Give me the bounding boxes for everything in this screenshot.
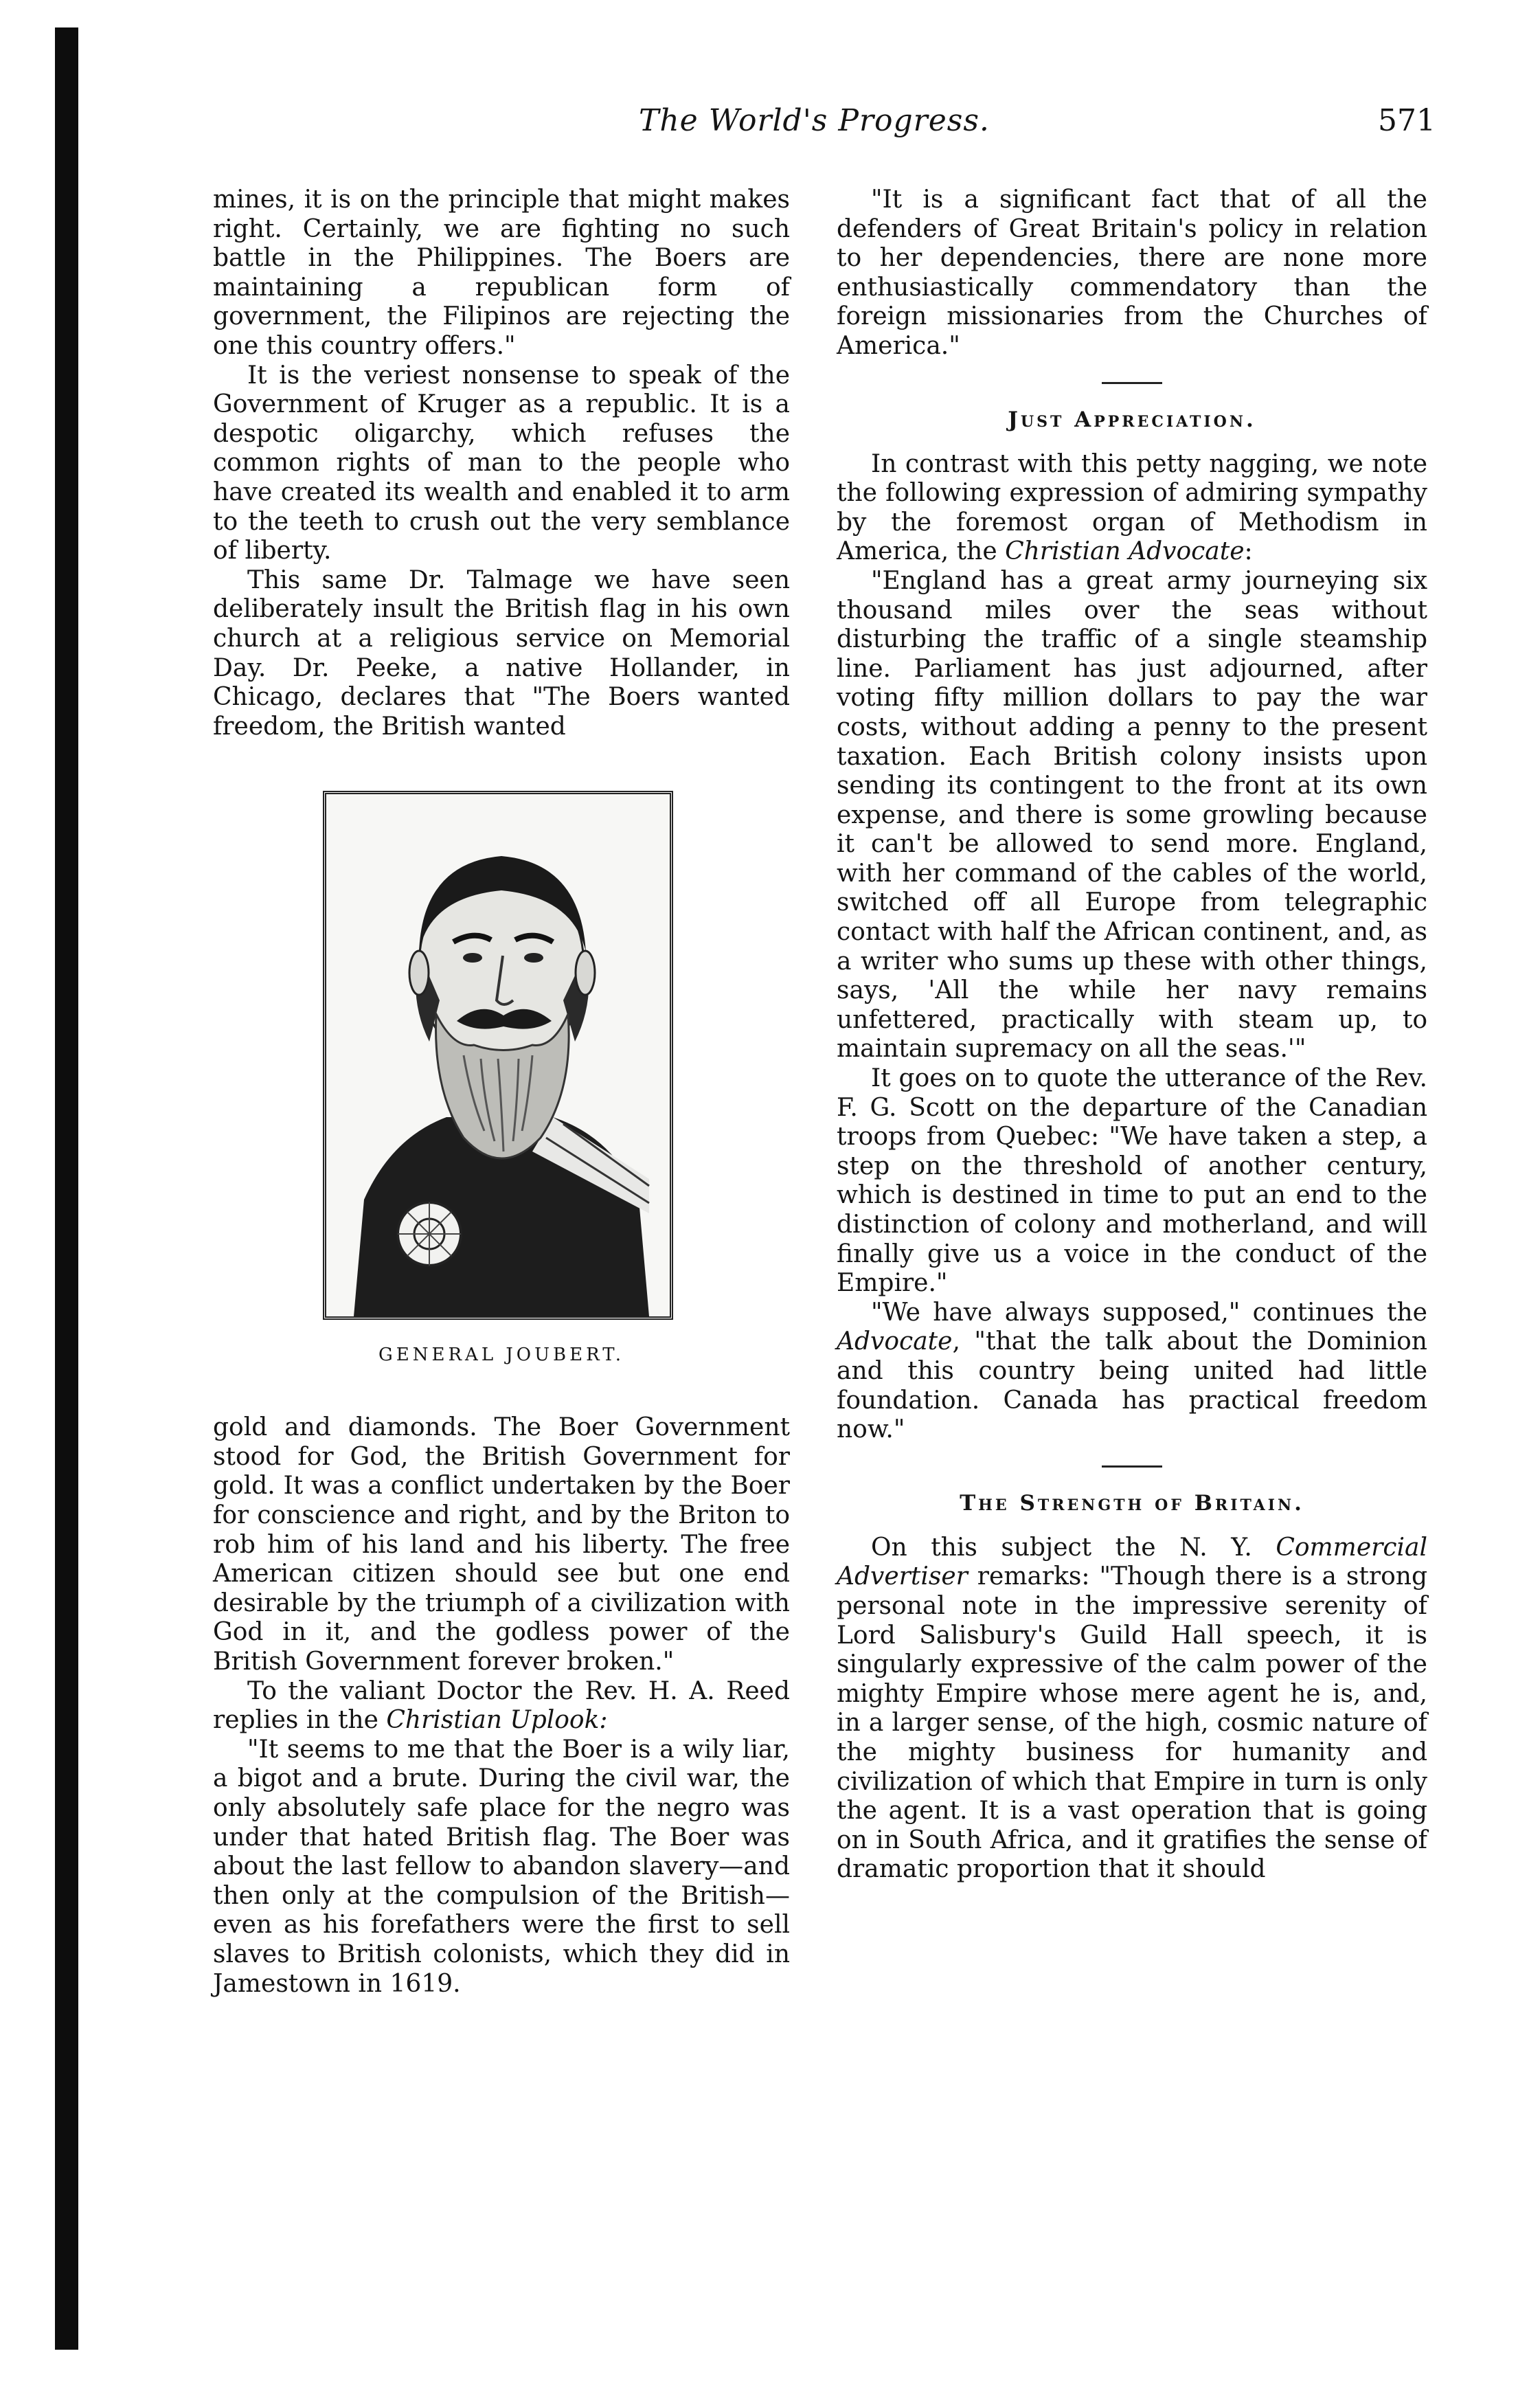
publication-title: Advocate [837, 1327, 953, 1356]
publication-title: Christian Uplook: [386, 1706, 608, 1735]
text-span: : [1244, 537, 1253, 566]
left-column [213, 186, 790, 1999]
section-divider [1102, 382, 1162, 384]
paragraph [837, 450, 1427, 567]
paragraph: gold and diamonds. The Boer Government stood for God, the British Government for gold. It was a conflict undertaken by the Boer for conscience and right, and by the Briton to rob him of his land and his liberty. The free American citizen should see but one end desirable by the triumph of a civilization with God in it, and the godless power of the British Government forever broken." [213, 1413, 790, 1676]
portrait-image [323, 791, 673, 1320]
right-column [837, 186, 1427, 1885]
paragraph: mines, it is on the principle that might makes right. Certainly, we are fighting no such battle in the Philippines. The Boers are maintaining a republican form of government, the Filipinos are rejecting the one this country offers." [213, 186, 790, 360]
portrait-illustration [326, 794, 670, 1316]
running-title: The World's Progress. [639, 103, 990, 138]
figure-caption: GENERAL JOUBERT. [378, 1345, 624, 1366]
text-span: remarks: "Though there is a strong personal note in the impressive serenity of Lord Salisbury's Guild Hall speech, it is singularly expressive of the calm power of the mighty Empire whose mere agent he is, and, in a larger sense, of the high, cosmic nature of the mighty business for humanity and civilization of which that Empire in turn is only the agent. It is a vast operation that is going on in South Africa, and it gratifies the sense of dramatic proportion that it should [837, 1562, 1427, 1884]
paragraph: "It is a significant fact that of all the defenders of Great Britain's policy in relation to her dependencies, there are none more enthusiastically commendatory than the foreign missionaries from the Churches of America." [837, 186, 1427, 360]
section-heading: Just Appreciation. [1008, 407, 1256, 432]
publication-title: Christian Advocate [1005, 537, 1245, 566]
text-span: To the valiant Doctor the Rev. H. A. Reed replies in the [213, 1676, 790, 1735]
paragraph [837, 1533, 1427, 1885]
page-binding-edge [55, 27, 78, 2350]
page-header [199, 103, 1436, 151]
page-number: 571 [1378, 103, 1436, 138]
paragraph: This same Dr. Talmage we have seen deliberately insult the British flag in his own church at a religious service on Memorial Day. Dr. Peeke, a native Hollander, in Chicago, declares that "The Boers wanted freedom, the British wanted [213, 565, 790, 741]
text-span: In contrast with this petty nagging, we note the following expression of admiring sympathy by the foremost organ of Methodism in America, the [837, 449, 1427, 566]
paragraph: "It seems to me that the Boer is a wily liar, a bigot and a brute. During the civil war, the only absolutely safe place for the negro was under that hated British flag. The Boer was about the last fellow to abandon slavery—and then only at the compulsion of the British—even as his forefathers were the first to sell slaves to British colonists, which they did in Jamestown in 1619. [213, 1735, 790, 1998]
text-span: "We have always supposed," continues the [871, 1298, 1427, 1327]
paragraph [837, 1299, 1427, 1445]
section-divider [1102, 1465, 1162, 1468]
portrait-figure [323, 791, 680, 1365]
paragraph: It is the veriest nonsense to speak of the Government of Kruger as a republic. It is a despotic oligarchy, which refuses the common rights of man to the people who have created its wealth and enabled it to arm to the teeth to crush out the very semblance of liberty. [213, 361, 790, 565]
text-span: , "that the talk about the Dominion and this country being united had little foundation. Canada has practical freedom now." [837, 1327, 1427, 1444]
text-span: On this subject the N. Y. [871, 1533, 1276, 1562]
paragraph: It goes on to quote the utterance of the Rev. F. G. Scott on the departure of the Canadian troops from Quebec: "We have taken a step, a step on the threshold of another century, which is destined in time to put an end to the distinction of colony and motherland, and will finally give us a voice in the conduct of the Empire." [837, 1064, 1427, 1298]
paragraph [213, 1677, 790, 1735]
paragraph: "England has a great army journeying six thousand miles over the seas without disturbing the traffic of a single steamship line. Parliament has just adjourned, after voting fifty million dollars to pay the war costs, without adding a penny to the present taxation. Each British colony insists upon sending its contingent to the front at its own expense, and there is some growling because it can't be allowed to send more. England, with her command of the cables of the world, switched off all Europe from telegraphic contact with half the African continent, and, as a writer who sums up these with other things, says, 'All the while her navy remains unfettered, practically with steam up, to maintain supremacy on all the seas.'" [837, 566, 1427, 1064]
publication-title: Commercial Advertiser [837, 1533, 1427, 1591]
section-heading: The Strength of Britain. [960, 1490, 1304, 1516]
